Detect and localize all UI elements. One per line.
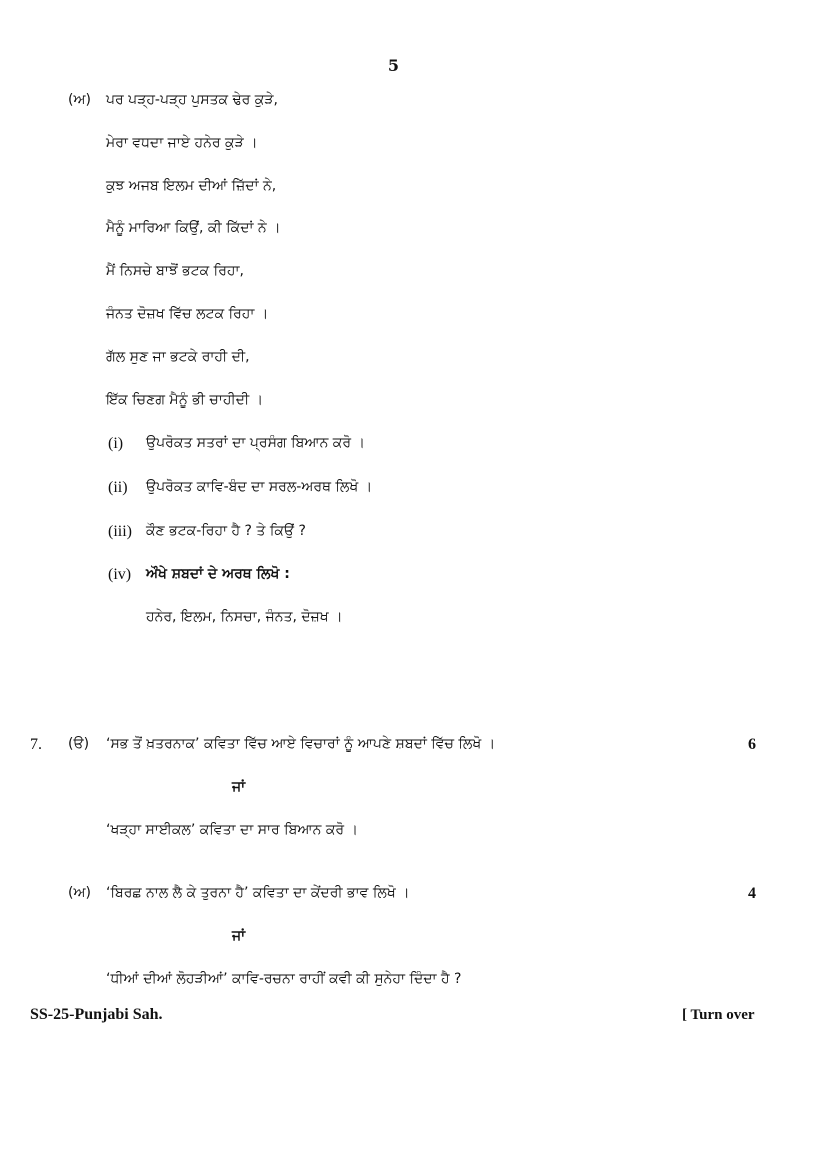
poem-line: ਮੈਨੂੰ ਮਾਰਿਆ ਕਿਉਂ, ਕੀ ਕਿੱਦਾਂ ਨੇ । <box>106 220 281 236</box>
word-list: ਹਨੇਰ, ਇਲਮ, ਨਿਸਚਾ, ਜੰਨਤ, ਦੋਜ਼ਖ । <box>146 609 343 625</box>
or-separator: ਜਾਂ <box>232 928 246 944</box>
question-number: 7. <box>30 736 42 753</box>
subquestion-number: (iv) <box>108 566 132 583</box>
subquestion-number: (iii) <box>108 523 132 540</box>
poem-line: ਕੁਝ ਅਜਬ ਇਲਮ ਦੀਆਂ ਜ਼ਿੱਦਾਂ ਨੇ, <box>106 178 277 194</box>
poem-line: ਪਰ ਪੜ੍ਹ-ਪੜ੍ਹ ਪੁਸਤਕ ਢੇਰ ਕੁੜੇ, <box>106 92 278 108</box>
subquestion-number: (ii) <box>108 479 128 496</box>
poem-line: ਗੱਲ ਸੁਣ ਜਾ ਭਟਕੇ ਰਾਹੀ ਦੀ, <box>106 349 250 365</box>
poem-line: ਮੈਂ ਨਿਸਚੇ ਬਾਝੋਂ ਭਟਕ ਰਿਹਾ, <box>106 263 244 279</box>
subquestion-text: ਕੌਣ ਭਟਕ-ਰਿਹਾ ਹੈ ? ਤੇ ਕਿਉਂ ? <box>146 523 306 539</box>
question-label: (ਅ) <box>68 885 91 901</box>
poem-line: ਜੰਨਤ ਦੋਜ਼ਖ ਵਿੱਚ ਲਟਕ ਰਿਹਾ । <box>106 306 269 322</box>
question-text: ‘ਸਭ ਤੋਂ ਖ਼ਤਰਨਾਕ’ ਕਵਿਤਾ ਵਿੱਚ ਆਏ ਵਿਚਾਰਾਂ ਨੂੰ ਆਪਣੇ ਸ਼ਬਦਾਂ ਵਿੱਚ ਲਿਖੋ । <box>106 736 496 752</box>
question-text: ‘ਬਿਰਛ ਨਾਲ ਲੈ ਕੇ ਤੁਰਨਾ ਹੈ’ ਕਵਿਤਾ ਦਾ ਕੇਂਦਰੀ ਭਾਵ ਲਿਖੋ । <box>106 885 410 901</box>
question-alt-text: ‘ਧੀਆਂ ਦੀਆਂ ਲੋਹੜੀਆਂ’ ਕਾਵਿ-ਰਚਨਾ ਰਾਹੀਂ ਕਵੀ ਕੀ ਸੁਨੇਹਾ ਦਿੰਦਾ ਹੈ ? <box>106 971 462 987</box>
poem-line: ਮੇਰਾ ਵਧਦਾ ਜਾਏ ਹਨੇਰ ਕੁੜੇ । <box>106 135 258 151</box>
paper-code: SS-25-Punjabi Sah. <box>30 1006 163 1023</box>
subquestion-text: ਔਖੇ ਸ਼ਬਦਾਂ ਦੇ ਅਰਥ ਲਿਖੋ : <box>146 566 290 582</box>
subquestion-text: ਉਪਰੋਕਤ ਕਾਵਿ-ਬੰਦ ਦਾ ਸਰਲ-ਅਰਥ ਲਿਖੋ । <box>146 479 373 495</box>
question-label: (ੳ) <box>68 736 90 752</box>
turn-over-note: [ Turn over <box>682 1007 755 1023</box>
question-alt-text: ‘ਖੜ੍ਹਾ ਸਾਈਕਲ’ ਕਵਿਤਾ ਦਾ ਸਾਰ ਬਿਆਨ ਕਰੋ । <box>106 822 358 838</box>
subquestion-number: (i) <box>108 435 124 452</box>
marks: 6 <box>748 736 756 753</box>
question-label: (ਅ) <box>68 92 91 108</box>
marks: 4 <box>748 885 756 902</box>
subquestion-text: ਉਪਰੋਕਤ ਸਤਰਾਂ ਦਾ ਪ੍ਰਸੰਗ ਬਿਆਨ ਕਰੋ । <box>146 435 365 451</box>
or-separator: ਜਾਂ <box>232 779 246 795</box>
page-number: 5 <box>387 56 400 75</box>
poem-line: ਇੱਕ ਚਿਣਗ ਮੈਨੂੰ ਭੀ ਚਾਹੀਦੀ । <box>106 392 264 408</box>
